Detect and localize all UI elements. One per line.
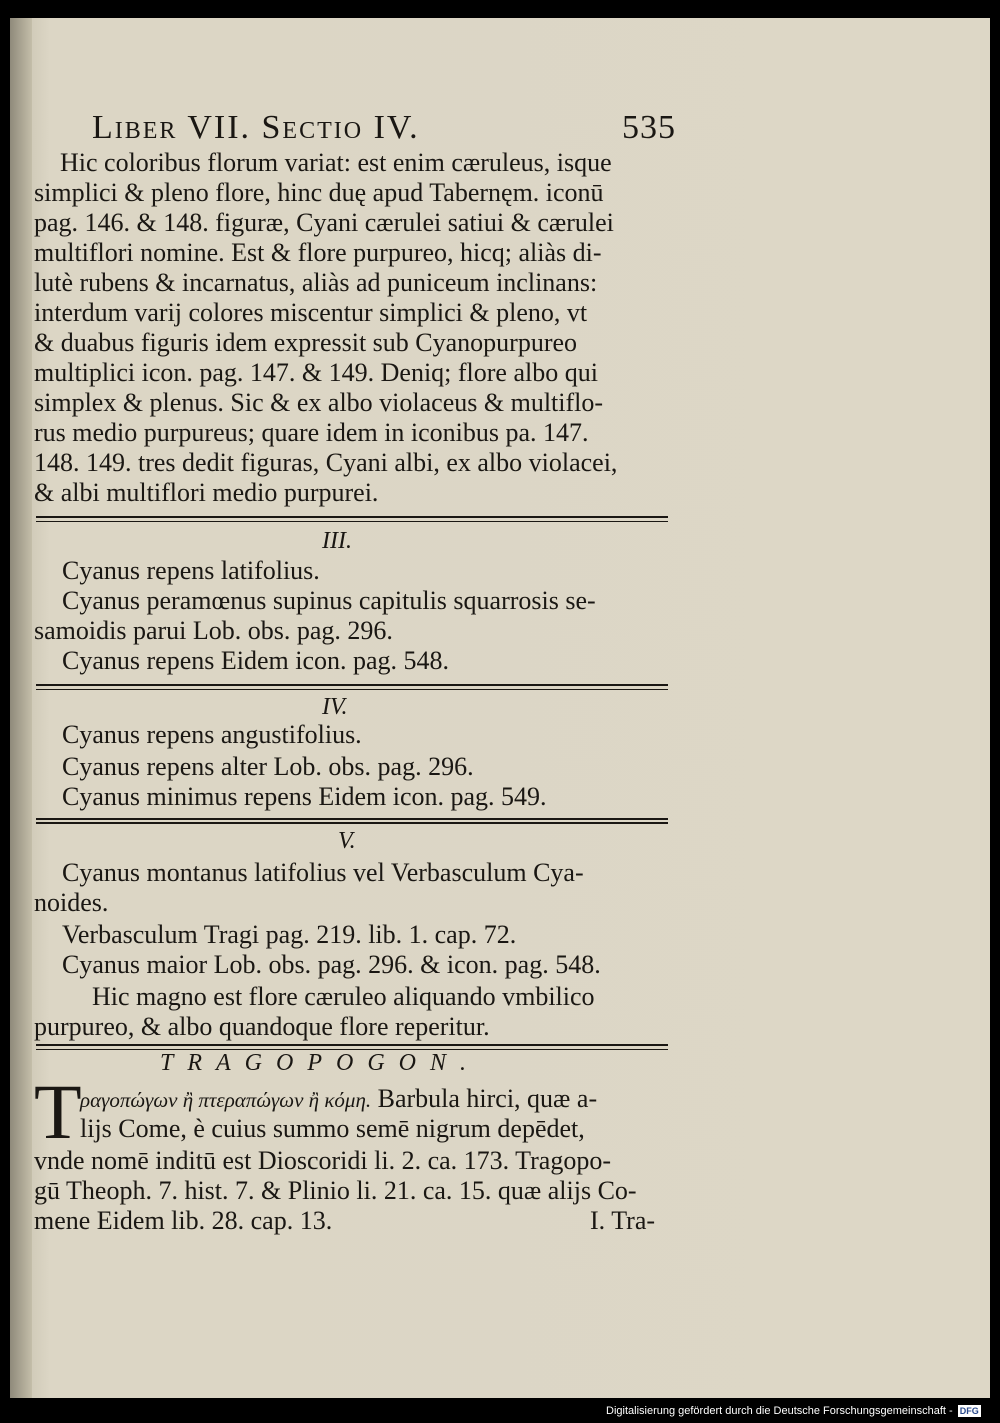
running-title: Liber VII. Sectio IV.	[92, 109, 420, 146]
text-line: Cyanus repens latifolius.	[62, 556, 320, 585]
text-line: noides.	[34, 888, 109, 917]
page-gutter	[10, 18, 32, 1398]
text-line: samoidis parui Lob. obs. pag. 296.	[34, 616, 393, 645]
text-line: Cyanus maior Lob. obs. pag. 296. & icon. pag. 548.	[62, 950, 601, 979]
text-line: Hic coloribus florum variat: est enim cæruleus, isque	[60, 148, 612, 177]
text-line: vnde nomē inditū est Dioscoridi li. 2. ca. 173. Tragopo-	[34, 1146, 612, 1175]
section-rule	[36, 516, 668, 522]
text-line: purpureo, & albo quandoque flore reperitur.	[34, 1012, 490, 1041]
text-line: interdum varij colores miscentur simplici & pleno, vt	[34, 298, 588, 327]
text-line: multiflori nomine. Est & flore purpureo, hicq; aliàs di-	[34, 238, 602, 267]
running-header	[92, 108, 676, 148]
latin-text: Barbula hirci, quæ a-	[377, 1084, 598, 1113]
text-line: Cyanus peramœnus supinus capitulis squarrosis se-	[62, 586, 596, 615]
section-numeral-v: V.	[338, 828, 356, 854]
text-line: Hic magno est flore cæruleo aliquando vmbilico	[92, 982, 595, 1011]
text-line: & duabus figuris idem expressit sub Cyanopurpureo	[34, 328, 578, 357]
text-line: Cyanus repens alter Lob. obs. pag. 296.	[62, 752, 474, 781]
section-rule	[36, 818, 668, 824]
text-line: pag. 146. & 148. figuræ, Cyani cærulei satiui & cærulei	[34, 208, 614, 237]
section-title-tragopogon: TRAGOPOGON.	[160, 1050, 480, 1076]
text-line: mene Eidem lib. 28. cap. 13.	[34, 1206, 333, 1235]
text-line: Cyanus minimus repens Eidem icon. pag. 549.	[62, 782, 547, 811]
section-numeral-iv: IV.	[322, 694, 348, 720]
digitization-credit	[606, 1401, 996, 1421]
text-line: lutè rubens & incarnatus, aliàs ad puniceum inclinans:	[34, 268, 598, 297]
text-line: Cyanus repens Eidem icon. pag. 548.	[62, 646, 450, 675]
section-rule	[36, 684, 668, 690]
dfg-logo: DFG	[959, 1406, 979, 1417]
page-number: 535	[622, 109, 676, 146]
text-line	[80, 1084, 597, 1116]
catchword: I. Tra-	[590, 1206, 656, 1235]
text-line: rus medio purpureus; quare idem in iconibus pa. 147.	[34, 418, 589, 447]
text-line: gū Theoph. 7. hist. 7. & Plinio li. 21. ca. 15. quæ alijs Co-	[34, 1176, 637, 1205]
text-line: lijs Come, è cuius summo semē nigrum depēdet,	[80, 1114, 585, 1143]
text-line: 148. 149. tres dedit figuras, Cyani albi, ex albo violacei,	[34, 448, 618, 477]
text-line: simplex & plenus. Sic & ex albo violaceus & multiflo-	[34, 388, 604, 417]
text-line: Cyanus montanus latifolius vel Verbasculum Cya-	[62, 858, 584, 887]
text-line: simplici & pleno flore, hinc duę apud Tabernęm. iconū	[34, 178, 604, 207]
text-line: Verbasculum Tragi pag. 219. lib. 1. cap. 72.	[62, 920, 517, 949]
greek-text: ραγοπώγων ἢ πτεραπώγων ἢ κόμη.	[80, 1088, 372, 1112]
text-line: multiplici icon. pag. 147. & 149. Deniq; flore albo qui	[34, 358, 598, 387]
text-line: & albi multiflori medio purpurei.	[34, 478, 379, 507]
section-numeral-iii: III.	[322, 528, 352, 554]
credit-text: Digitalisierung gefördert durch die Deutsche Forschungsgemeinschaft -	[606, 1405, 953, 1417]
text-line: Cyanus repens angustifolius.	[62, 720, 362, 749]
drop-cap: T	[34, 1068, 82, 1155]
